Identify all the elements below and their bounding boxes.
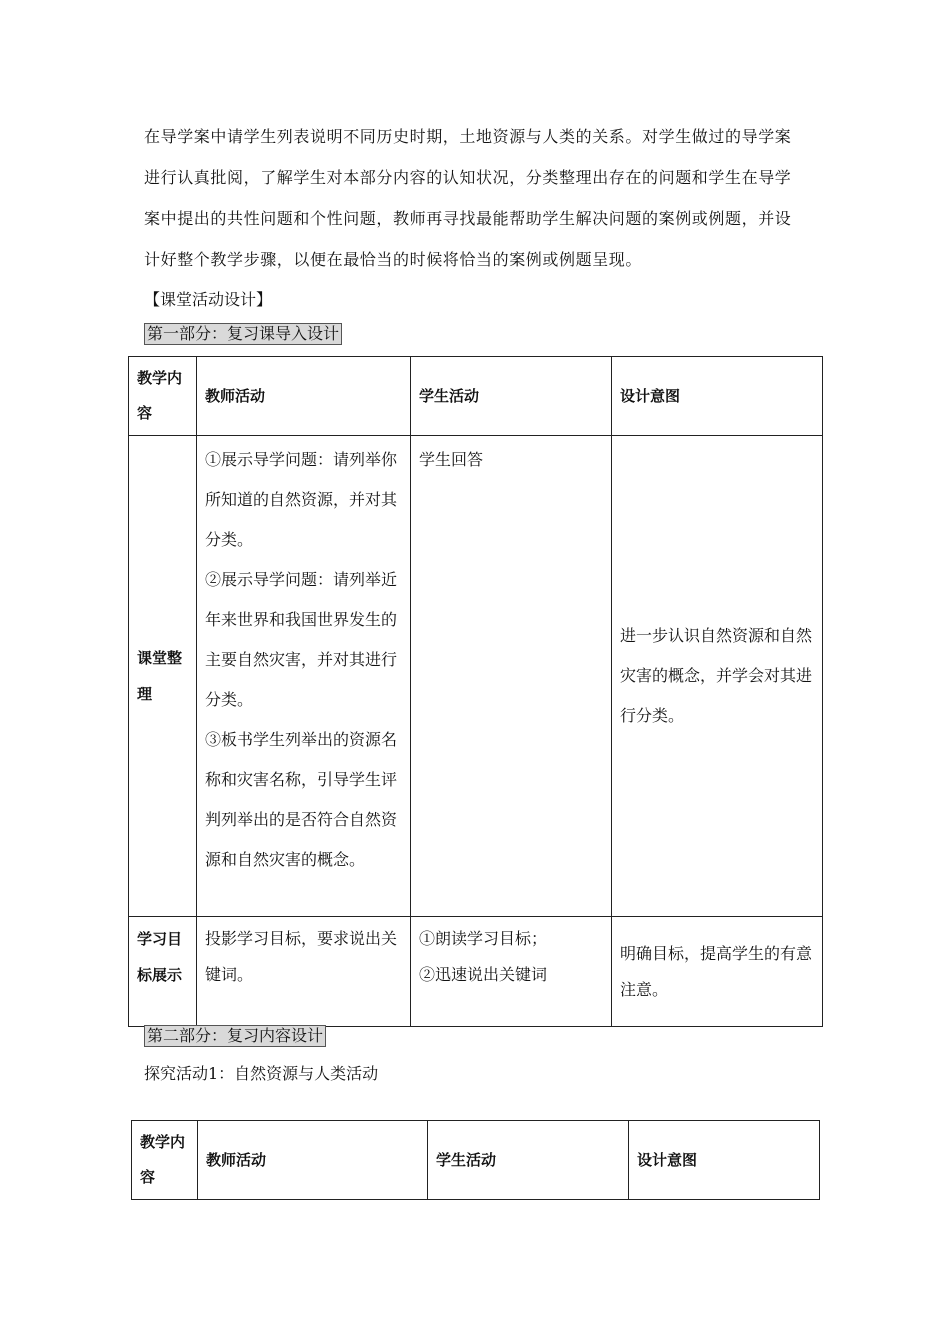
header-content-label: 教学内容 bbox=[137, 369, 183, 422]
intro-line: 在导学案中请学生列表说明不同历史时期，土地资源与人类的关系。对学生做过的导学案 bbox=[144, 127, 792, 146]
row-teacher-activity bbox=[197, 436, 411, 917]
activity-table-1 bbox=[128, 356, 823, 1027]
row-student-activity: 学生回答 bbox=[411, 436, 612, 917]
row-design-intent: 进一步认识自然资源和自然灾害的概念，并学会对其进行分类。 bbox=[612, 436, 823, 917]
table-header-row bbox=[132, 1121, 820, 1200]
header-content bbox=[129, 357, 197, 436]
intro-line: 进行认真批阅，了解学生对本部分内容的认知状况，分类整理出存在的问题和学生在导学 bbox=[144, 168, 792, 187]
header-intent: 设计意图 bbox=[629, 1121, 820, 1200]
row-student-activity bbox=[411, 917, 612, 1027]
header-teacher: 教师活动 bbox=[198, 1121, 428, 1200]
intro-line: 案中提出的共性问题和个性问题，教师再寻找最能帮助学生解决问题的案例或例题，并设 bbox=[144, 209, 792, 228]
header-teacher: 教师活动 bbox=[197, 357, 411, 436]
table-header-row bbox=[129, 357, 823, 436]
row-teacher-activity: 投影学习目标，要求说出关键词。 bbox=[197, 917, 411, 1027]
student-step: ①朗读学习目标； bbox=[419, 929, 548, 948]
row-category: 学习目标展示 bbox=[129, 917, 197, 1027]
activity1-label: 探究活动1：自然资源与人类活动 bbox=[144, 1064, 379, 1083]
part1-label: 第一部分：复习课导入设计 bbox=[144, 323, 342, 345]
table-row bbox=[129, 917, 823, 1027]
teacher-step: ②展示导学问题：请列举近年来世界和我国世界发生的主要自然灾害，并对其进行分类。 bbox=[205, 570, 398, 709]
teacher-step: ③板书学生列举出的资源名称和灾害名称，引导学生评判列举出的是否符合自然资源和自然灾害的概念。 bbox=[205, 730, 398, 869]
header-student: 学生活动 bbox=[428, 1121, 629, 1200]
section-title: 【课堂活动设计】 bbox=[144, 290, 273, 309]
row-design-intent: 明确目标，提高学生的有意注意。 bbox=[612, 917, 823, 1027]
intro-paragraph bbox=[144, 116, 814, 280]
part2-label: 第二部分：复习内容设计 bbox=[144, 1025, 326, 1047]
header-student: 学生活动 bbox=[411, 357, 612, 436]
teacher-step: ①展示导学问题：请列举你所知道的自然资源，并对其分类。 bbox=[205, 450, 398, 549]
header-content: 教学内容 bbox=[132, 1121, 198, 1200]
student-step: ②迅速说出关键词 bbox=[419, 965, 548, 984]
intro-line: 计好整个教学步骤，以便在最恰当的时候将恰当的案例或例题呈现。 bbox=[144, 250, 643, 269]
table-row bbox=[129, 436, 823, 917]
row-category: 课堂整理 bbox=[129, 436, 197, 917]
activity-table-2 bbox=[131, 1120, 820, 1200]
header-intent: 设计意图 bbox=[612, 357, 823, 436]
